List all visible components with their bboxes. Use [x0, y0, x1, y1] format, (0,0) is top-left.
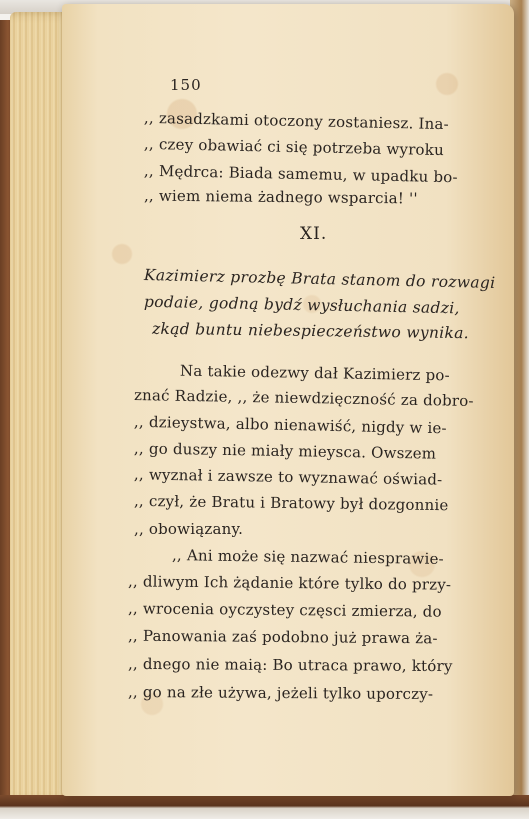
text-line: ,, czył, że Bratu i Bratowy był dozgonnie [133, 491, 449, 515]
text-line: Na takie odezwy dał Kazimierz po- [179, 361, 451, 385]
text-line: ,, go duszy nie miały mieysca. Owszem [133, 439, 437, 463]
text-line: ,, obowiązany. [134, 520, 244, 538]
summary-line: podaie, godną bydź wysłuchania sadzi, [143, 292, 460, 318]
text-line: ,, czey obawiać ci się potrzeba wyroku [143, 134, 445, 160]
section-heading: XI. [300, 224, 328, 244]
text-line: ,, dliwym Ich żądanie które tylko do przy- [127, 572, 452, 594]
summary-line: Kazimierz prozbę Brata stanom do rozwagi [143, 266, 496, 292]
text-line: ,, Panowania zaś podobno już prawa ża- [127, 626, 438, 648]
text-line: ,, Mędrca: Biada samemu, w upadku bo- [143, 161, 458, 187]
text-line: znać Radzie, ,, że niewdzięczność za dobro- [133, 386, 474, 410]
text-line: ,, go na złe używa, jeżeli tylko uporczy- [127, 682, 434, 704]
text-line: ,, zasadzkami otoczony zostaniesz. Ina- [143, 108, 450, 134]
page-number: 150 [170, 76, 202, 94]
text-line: ,, wrocenia oyczystey częsci zmierza, do [127, 599, 442, 621]
text-line: ,, wiem niema żadnego wsparcia! '' [143, 186, 418, 208]
text-line: ,, Ani może się nazwać niesprawie- [171, 546, 445, 568]
text-line: ,, dzieystwa, albo nienawiść, nigdy w ie- [133, 412, 447, 438]
text-line: ,, wyznał i zawsze to wyznawać oświad- [133, 465, 443, 489]
book-cover-bottom [0, 795, 529, 819]
book-page [62, 4, 514, 796]
text-line: ,, dnego nie maią: Bo utraca prawo, który [127, 654, 453, 676]
summary-line: zkąd buntu niebespieczeństwo wynika. [151, 319, 470, 343]
